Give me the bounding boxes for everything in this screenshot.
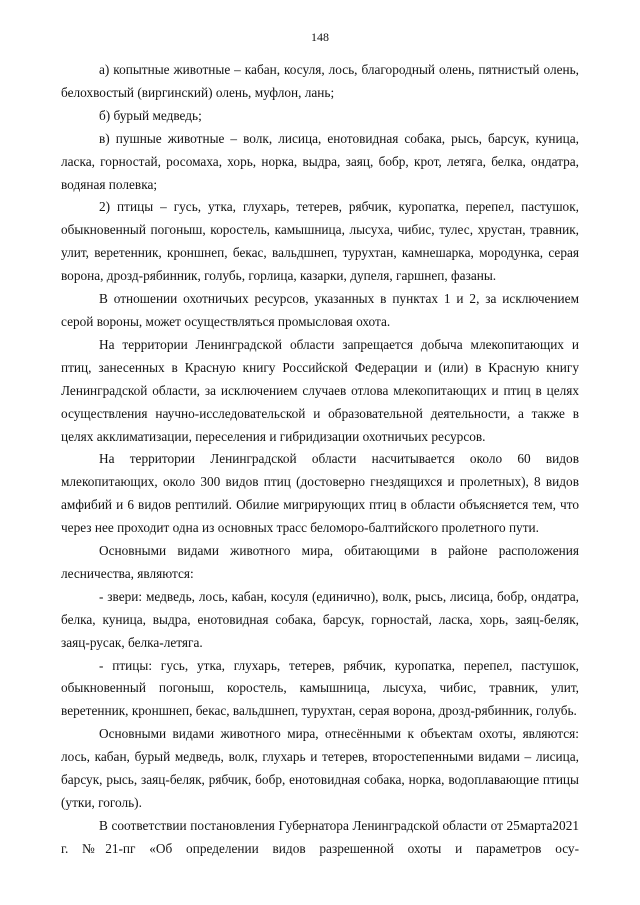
paragraph-beasts: - звери: медведь, лось, кабан, косуля (единично), волк, рысь, лисица, бобр, ондатра, белка, куница, выдра, енотовидная собака, барсук, горностай, ласка, хорь, заяц-беляк, заяц-русак, белка-летяга. bbox=[61, 588, 579, 650]
paragraph-commercial-hunting: В отношении охотничьих ресурсов, указанных в пунктах 1 и 2, за исключением серой вороны, может осуществляться промысловая охота. bbox=[61, 291, 579, 329]
paragraph-birds-list: - птицы: гусь, утка, глухарь, тетерев, рябчик, куропатка, перепел, пастушок, обыкновенный погоныш, коростель, камышница, лысуха, чибис, травник, улит, веретенник, кроншнеп, бекас, вальдшнеп, турухтан, серая ворона, дрозд-рябинник, голубь. bbox=[61, 657, 579, 719]
body-text bbox=[61, 59, 579, 861]
paragraph-birds: 2) птицы – гусь, утка, глухарь, тетерев, рябчик, куропатка, перепел, пастушок, обыкновенный погоныш, коростель, камышница, лысуха, чибис, тулес, хрустан, травник, улит, веретенник, кроншнеп, бекас, вальдшнеп, турухтан, камнешарка, мородунка, серая ворона, дрозд-рябинник, голубь, горлица, казарки, дупеля, гаршнеп, фазаны. bbox=[61, 199, 579, 284]
page-number: 148 bbox=[311, 30, 329, 44]
paragraph-game-species: Основными видами животного мира, отнесёнными к объектам охоты, являются: лось, кабан, бурый медведь, волк, глухарь и тетерев, второстепенными видами – лисица, барсук, рысь, заяц-беляк, рябчик, бобр, енотовидная собака, норка, водоплавающие птицы (утки, гоголь). bbox=[61, 726, 579, 810]
paragraph-main-species-intro: Основными видами животного мира, обитающими в районе расположения лесничества, являются: bbox=[61, 543, 579, 581]
paragraph-fur-animals: в) пушные животные – волк, лисица, енотовидная собака, рысь, барсук, куница, ласка, горностай, росомаха, хорь, норка, выдра, заяц, бобр, крот, летяга, белка, ондатра, водяная полевка; bbox=[61, 130, 579, 192]
paragraph-species-count: На территории Ленинградской области насчитывается около 60 видов млекопитающих, около 300 видов птиц (достоверно гнездящихся и пролетных), 8 видов амфибий и 6 видов рептилий. Обилие мигрирующих птиц в области объясняется тем, что через нее проходит одна из основных трасс беломоро-балтийского пролетного пути. bbox=[61, 451, 579, 536]
paragraph-resolution: В соответствии постановления Губернатора Ленинградской области от 25марта2021 г. №21-пг «Об определении видов разрешенной охоты и параметров осу- bbox=[61, 817, 579, 856]
paragraph-red-book: На территории Ленинградской области запрещается добыча млекопитающих и птиц, занесенных в Красную книгу Российской Федерации и (или) в Красную книгу Ленинградской области, за исключением случаев отлова млекопитающих и птиц в целях осуществления научно-исследовательской и образовательной деятельности, а также в целях акклиматизации, переселения и гибридизации охотничьих ресурсов. bbox=[61, 336, 579, 444]
paragraph-ungulates: а) копытные животные – кабан, косуля, лось, благородный олень, пятнистый олень, белохвостый (виргинский) олень, муфлон, лань; bbox=[61, 62, 579, 100]
paragraph-brown-bear: б) бурый медведь; bbox=[99, 107, 202, 123]
